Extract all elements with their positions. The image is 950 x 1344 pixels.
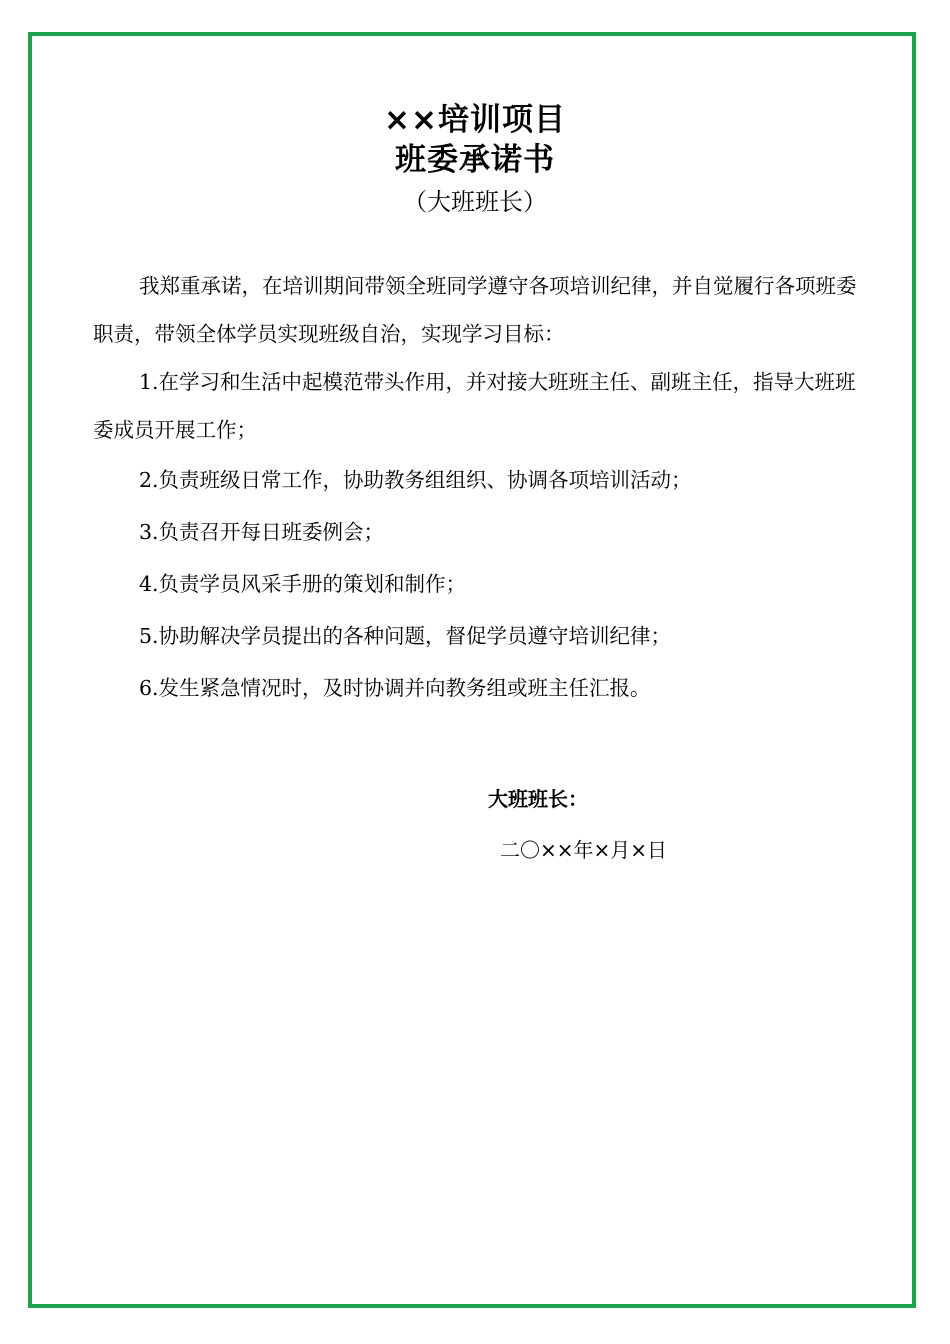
title-line-1: ××培训项目 xyxy=(384,102,566,138)
list-item: 2.负责班级日常工作，协助教务组组织、协调各项培训活动； xyxy=(139,468,692,492)
subtitle: （大班班长） xyxy=(403,188,547,216)
list-item: 3.负责召开每日班委例会； xyxy=(139,520,385,544)
commitment-body xyxy=(93,262,863,714)
list-item: 1.在学习和生活中起模范带头作用，并对接大班班主任、副班主任，指导大班班委成员开展工作； xyxy=(93,370,856,442)
list-item: 6.发生紧急情况时，及时协调并向教务组或班主任汇报。 xyxy=(139,676,651,700)
date-line: 二〇××年×月×日 xyxy=(500,838,668,862)
intro-paragraph: 我郑重承诺，在培训期间带领全班同学遵守各项培训纪律，并自觉履行各项班委职责，带领全体学员实现班级自治，实现学习目标： xyxy=(93,274,857,346)
signature-label: 大班班长： xyxy=(488,787,588,811)
title-line-2: 班委承诺书 xyxy=(395,142,555,178)
title-block xyxy=(0,100,950,220)
list-item: 5.协助解决学员提出的各种问题，督促学员遵守培训纪律； xyxy=(139,624,672,648)
list-item: 4.负责学员风采手册的策划和制作； xyxy=(139,572,467,596)
